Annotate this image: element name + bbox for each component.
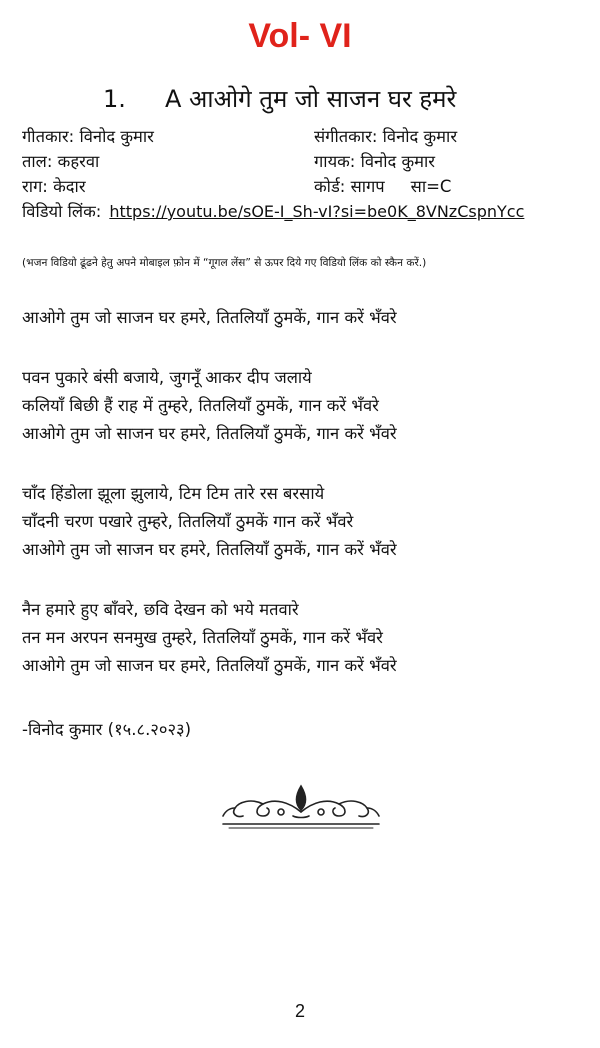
lyric-line: कलियाँ बिछी हैं राह में तुम्हरे, तितलियाँ ठुमकें, गान करें भँवरे	[22, 396, 379, 415]
chords-group	[314, 174, 451, 199]
stanza	[22, 364, 582, 448]
meta-row-1	[22, 124, 582, 149]
sa-text: सा=C	[410, 177, 452, 196]
lyric-line: आओगे तुम जो साजन घर हमरे, तितलियाँ ठुमकें, गान करें भँवरे	[22, 656, 397, 675]
stanza	[22, 480, 582, 564]
flourish-divider-icon	[215, 776, 387, 832]
volume-title: Vol- VI	[248, 17, 352, 55]
lyric-line: तन मन अरपन सनमुख तुम्हरे, तितलियाँ ठुमकें, गान करें भँवरे	[22, 628, 383, 647]
meta-row-3	[22, 174, 582, 199]
song-title: A आओगे तुम जो साजन घर हमरे	[165, 85, 457, 113]
video-row	[22, 199, 582, 224]
lyric-line: चाँद हिंडोला झूला झुलाये, टिम टिम तारे रस बरसाये	[22, 484, 325, 503]
lyricist-text: गीतकार: विनोद कुमार	[22, 127, 154, 146]
composer-text: संगीतकार: विनोद कुमार	[314, 127, 458, 146]
lyric-line: आओगे तुम जो साजन घर हमरे, तितलियाँ ठुमकें, गान करें भँवरे	[22, 424, 397, 443]
video-group	[22, 199, 524, 224]
video-label: विडियो लिंक:	[22, 202, 102, 221]
lyric-line: पवन पुकारे बंसी बजाये, जुगनूँ आकर दीप जलाये	[22, 368, 312, 387]
lyric-line: चाँदनी चरण पखारे तुम्हरे, तितलियाँ ठुमकें गान करें भँवरे	[22, 512, 354, 531]
scan-note: (भजन विडियो ढूंढने हेतु अपने मोबाइल फ़ोन में “गूगल लेंस” से ऊपर दिये गए विडियो लिंक को स्कैन करें.)	[22, 257, 427, 269]
taal-text: ताल: कहरवा	[22, 152, 100, 171]
song-meta	[22, 124, 582, 224]
page-number: 2	[294, 1001, 305, 1021]
singer-text: गायक: विनोद कुमार	[314, 152, 436, 171]
meta-row-2	[22, 149, 582, 174]
lyric-line: आओगे तुम जो साजन घर हमरे, तितलियाँ ठुमकें, गान करें भँवरे	[22, 540, 397, 559]
video-link[interactable]: https://youtu.be/sOE-I_Sh-vI?si=be0K_8VNzCspnYcc	[109, 202, 525, 221]
stanza	[22, 596, 582, 680]
lyric-line: नैन हमारे हुए बाँवरे, छवि देखन को भये मतवारे	[22, 600, 299, 619]
raag-text: राग: केदार	[22, 177, 86, 196]
chords-text: कोर्ड: सागप	[314, 177, 385, 196]
lyric-line: आओगे तुम जो साजन घर हमरे, तितलियाँ ठुमकें, गान करें भँवरे	[22, 308, 397, 327]
lyrics-body	[22, 304, 582, 712]
stanza	[22, 304, 582, 332]
signature-text: -विनोद कुमार (१५.८.२०२३)	[22, 720, 192, 739]
song-number: 1.	[103, 85, 126, 113]
